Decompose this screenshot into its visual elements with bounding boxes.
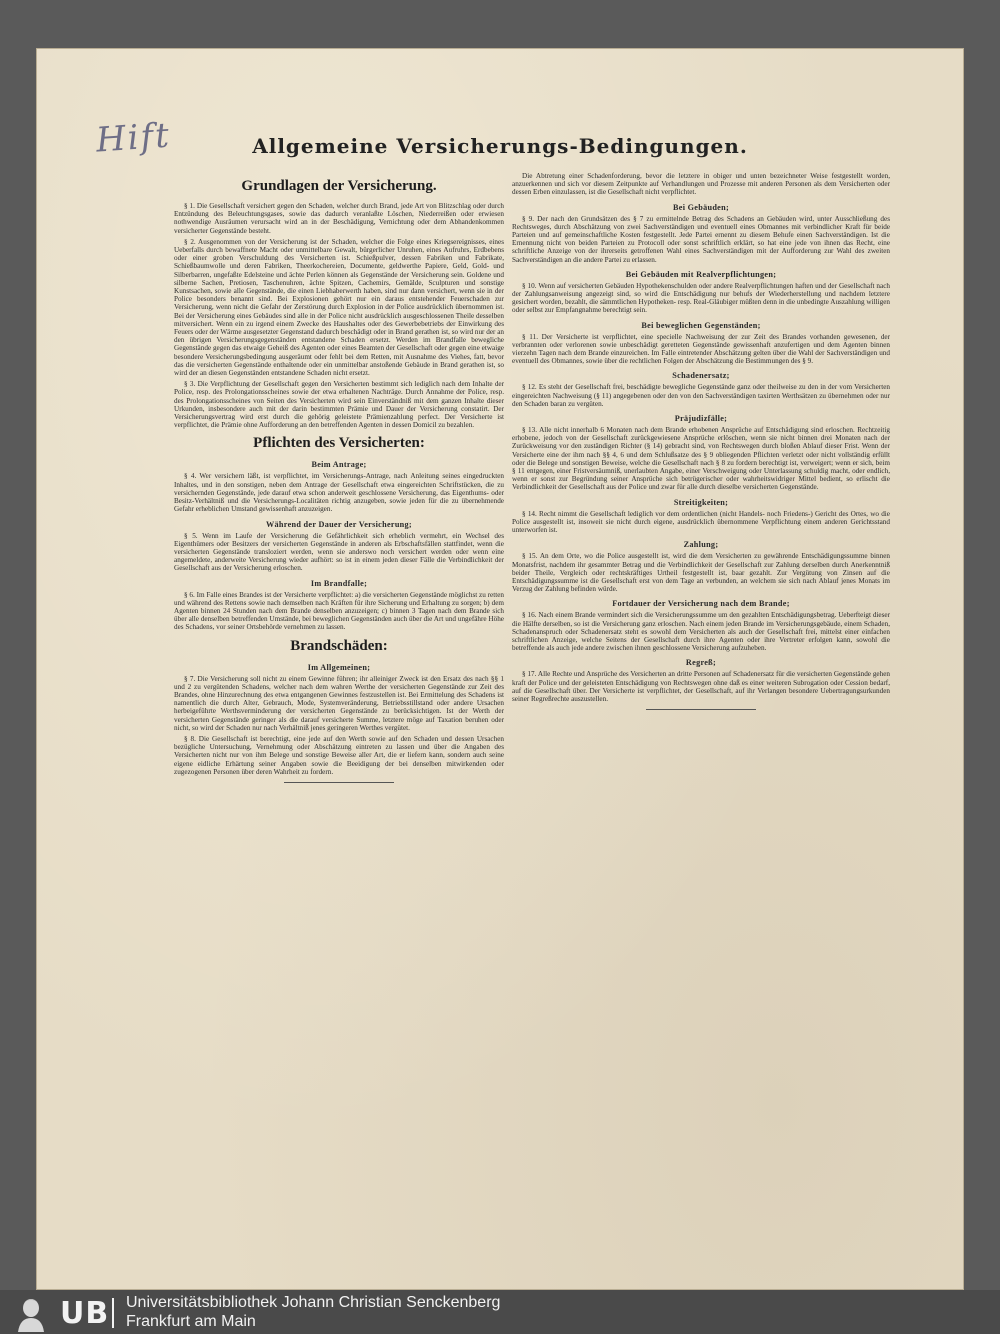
subheading-schadenersatz: Schadenersatz; [672, 371, 730, 381]
subheading-zahlung: Zahlung; [683, 540, 719, 550]
paragraph-10: § 10. Wenn auf versicherten Gebäuden Hypothekenschulden oder andere Realverpflichtungen haften und der Gesellschaft nach der Zahlungsanweisung angezeigt sind, so wird die Entschädigung nur behufs der Wiederherstellung und nachdem letztere gesichert worden, bezahlt, die sämmtlichen Hypotheken- resp. Real-Gläubiger müßten denn in die unbedingte Auszahlung willigen oder selbst zur Empfangnahme berechtigt sein. [512, 281, 890, 315]
paragraph-5: § 5. Wenn im Laufe der Versicherung die Gefährlichkeit sich erheblich vermehrt, ein Wechsel des Eigenthümers oder Besitzers der versicherten Gegenstände in anderen als Erbschaftsfällen stattfindet, wenn die versicherten Gegenstände transloziert werden, wenn sie anderswo noch versichert werden oder wenn eine angemeldete, anderweite Versicherung wieder aufhört: so ist in einem jeden dieser Fälle die Verbindlichkeit der Gesellschaft aus der Versicherung erloschen. [174, 531, 504, 573]
page-title: Allgemeine Versicherungs-Bedingungen. [252, 134, 748, 158]
subheading-regress: Regreß; [685, 658, 717, 668]
logo-separator [112, 1298, 114, 1328]
subheading-brandfalle: Im Brandfalle; [310, 578, 368, 588]
right-column [512, 172, 890, 716]
paragraph-8: § 8. Die Gesellschaft ist berechtigt, eine jede auf den Werth sowie auf den Schaden und dessen Ursachen bezügliche Untersuchung, Vernehmung oder Abschätzung eintreten zu lassen und über die Angaben des Versicherten nicht nur von ihm Belege und sonstige Beweise aller Art, die er liefern kann, sondern auch seine eigene eidliche Erhärtung seiner Angaben sowie die Beeidigung der bei denselben mitwirkenden oder zugezogenen Personen über deren Wahrheit zu fordern. [174, 734, 504, 776]
paragraph-9: § 9. Der nach den Grundsätzen des § 7 zu ermittelnde Betrag des Schadens an Gebäuden wird, unter Ausschließung des Rechtsweges, durch Abschätzung von zwei Sachverständigen und eventuell eines Obmannes mit verbindlicher Kraft für beide Parteien und auf gemeinschaftliche Kosten festgestellt. Jede Partei ernennt zu diesem Behufe einen Sachverständigen. Ist die Ernennung nicht von beiden Parteien zu Protocoll oder sonst schriftlich erklärt, so hat eine jede von ihnen das Recht, eine schriftliche Anzeige von der ihrerseits getroffenen Wahl eines Sachverständigen mit der Aufforderung zur Wahl des zweiten Sachverständigen an die andere Partei zu erlassen. [512, 214, 890, 264]
subheading-dauer: Während der Dauer der Versicherung; [266, 519, 412, 529]
subheading-prajudiz: Präjudizfälle; [674, 414, 728, 424]
paragraph-2: § 2. Ausgenommen von der Versicherung ist der Schaden, welcher die Folge eines Kriegsereignisses, eines Ueberfalls durch bewaffnete Macht oder unmittelbare Gewalt, bürgerlicher Unruhen, eines Aufruhrs, Erdbebens oder einer groben Verschuldung des Versicherten ist. Schießpulver, dessen Fabriken und Fabrikate, Schießbaumwolle und deren Fabriken, Theerkochereien, Documente, geldwerthe Papiere, Geld, Gold- und Silberbarren, ungefaßte Edelsteine und ächte Perlen können als Gegenstände der Versicherung sein. Goldene und silberne Sachen, Pretiosen, Taschenuhren, ächte Spitzen, Cachemirs, Gemälde, Sculpturen und sonstige Kunstsachen, sowie alle Gegenstände, die einen Liebhaberwerth haben, sind nur dann versichert, wenn sie in der Police besonders benannt sind. Bei Explosionen gehört nur ein daraus entstehender Feuerschaden zur Versicherung, wenn nicht die Gefahr der Zerstörung durch Explosion in der Police ausdrücklich übernommen ist. Bei der Versicherung eines Gebäudes sind alle in der Police nicht ausdrücklich ausgeschlossenen Theile desselben mitversichert. Wenn ein zu irgend einem Zwecke des Haushaltes oder des Gewerbebetriebs der Einwirkung des Feuers oder der Wärme ausgesetzter Gegenstand dadurch beschädigt oder in Brand gerathen ist, so wird nur der an den übrigen Versicherungsgegenständen entstandene Schaden ersetzt. Werden im Brandfalle bewegliche Gegenstände gegen das etwaige Geheiß des Agenten oder eines Beamten der Gesellschaft oder gegen eine etwaige besondere Versicherungsbedingung ausgeräumt oder fehlt bei dem Retten, mit Ausnahme des Viehes, fatt, bevor das die versicherten Gegenstände enthaltende oder ein unmittelbar anstoßende Gebäude in Brand gerathen ist, so wird der an diesen Gegenständen entstandene Schaden nicht ersetzt. [174, 237, 504, 378]
paragraph-14: § 14. Recht nimmt die Gesellschaft lediglich vor dem ordentlichen (nicht Handels- noch Friedens-) Gericht des Ortes, wo die Police ausgestellt ist, insoweit sie nicht durch eigene, ausdrücklich übernommene Verpflichtung einem anderen Gerichtsstand unterworfen ist. [512, 509, 890, 535]
section-heading-pflichten: Pflichten des Versicherten: [253, 435, 425, 452]
paragraph-6: § 6. Im Falle eines Brandes ist der Versicherte verpflichtet: a) die versicherten Gegenstände möglichst zu retten und während des Rettens sowie nach demselben nach Kräften für ihre Sicherung und Erhaltung zu sorgen; b) dem Agenten binnen 24 Stunden nach dem Brande denselben anzuzeigen; c) binnen 3 Tagen nach dem Brande sich über alle denselben betreffenden Umstände, bei beweglichen Gegenständen auch über die Art und ungefähre Höhe des Schadens, vor seiner Ortsbehörde vernehmen zu lassen. [174, 590, 504, 632]
ub-logo-text: UB [60, 1296, 110, 1331]
library-footer [0, 1290, 1000, 1334]
left-column [174, 172, 504, 789]
paragraph-3: § 3. Die Verpflichtung der Gesellschaft gegen den Versicherten bestimmt sich lediglich nach dem Inhalte der Police, resp. des Prolongationsscheines sowie der etwa erhaltenen Nachträge. Durch Annahme der Police, resp. des Prolongationsscheines von Seiten des Versicherten wird sein Einverständniß mit dem ganzen Inhalte dieser Urkunden, insbesondere auch mit der darin bestimmten Prämie und Dauer der Versicherung constatirt. Der Versicherungsvertrag wird erst durch die gehörig geleistete Prämienzahlung perfect. Der Versicherte ist verpflichtet, die Prämie ohne Aufforderung an den betreffenden Agenten in dessen Domicil zu bezahlen. [174, 380, 504, 430]
paragraph-11: § 11. Der Versicherte ist verpflichtet, eine specielle Nachweisung der zur Zeit des Brandes vorhanden gewesenen, der verbrannten oder verlorenen sowie unbeschädigt geretteten Gegenstände gewissenhaft anzufertigen und dem Agenten binnen vierzehn Tagen nach dem Brande einzureichen. Im Falle eintretender Abschätzung gelten über die Wahl der Sachverständigen und eventuell des Obmannes, sowie über die rechtlichen Folgen der Abschätzung die Bestimmungen des § 9. [512, 332, 890, 366]
paragraph-16: § 16. Nach einem Brande vermindert sich die Versicherungssumme um den gezahlten Entschädigungsbetrag. Ueberfteigt dieser die Hälfte derselben, so ist die Versicherung ganz erloschen. Nach einem jeden Brande im Versicherungsgebäude, einem Schaden, Schadenanspruch oder Schadenersatz steht es sowohl dem Versicherten als auch der Gesellschaft frei, mittelst einer einfachen schriftlichen Anzeige, welche Seitens der Gesellschaft durch ihre Agenten oder ihre Vertreter erfolgen kann, sowohl die betreffende als auch jede andere zwischen ihnen geschlossene Versicherung aufzuheben. [512, 611, 890, 653]
subheading-allgemeinen: Im Allgemeinen; [307, 662, 371, 672]
paragraph-1: § 1. Die Gesellschaft versichert gegen den Schaden, welcher durch Brand, jede Art von Blitzschlag oder durch Entzündung des Beleuchtungsgases, sowie das dadurch veranlaßte Löschen, Niederreißen oder erwiesen nothwendige Ausräumen verursacht wird an in der Beschädigung, Vernichtung oder dem Abhandenkommen versicherter Gegenstände besteht. [174, 202, 504, 235]
section-heading-grundlagen: Grundlagen der Versicherung. [241, 178, 437, 194]
paragraph-4: § 4. Wer versichern läßt, ist verpflichtet, im Versicherungs-Antrage, nach Anleitung seines eingedruckten Inhaltes, und in den sonstigen, neben dem Antrage der Gesellschaft etwa eingereichten Schriftstücken, die zu versichernden Gegenstände, jede darauf etwa schon anderweit geschlossene Versicherung, das Eigenthums- oder Besitz-Verhältniß und die Versicherungs-Localitäten richtig anzugeben, sowie jeden für die zu übernehmende Gefahr erheblichen Umstand gewissenhaft anzuzeigen. [174, 472, 504, 514]
subheading-gebauden: Bei Gebäuden; [673, 202, 729, 212]
subheading-fortdauer: Fortdauer der Versicherung nach dem Brande; [612, 599, 790, 609]
paragraph-13: § 13. Alle nicht innerhalb 6 Monaten nach dem Brande erhobenen Ansprüche auf Entschädigung sind erloschen. Rechtzeitig erhobene, jedoch von der Gesellschaft zurückgewiesene Ansprüche erlöschen, wenn sie nicht binnen drei Monaten nach der Zurückweisung vor den zuständigen Richter (§ 14) gebracht sind, von Rechtswegen durch bloßen Ablauf dieser Frist. Wenn der Versicherte eine der ihm nach §§ 4, 6 und dem Schlußsatze des § 9 obliegenden Pflichten verletzt oder nicht vollständig erfüllt oder die Belege und sonstigen Beweise, welche die Gesellschaft nach § 8 zu fordern berechtigt ist, verweigert; wenn er sich, beim § 11 entgegen, einer Fristversäumniß, unerlaubten Angabe, einer Verschweigung oder Unterlassung schuldig macht, oder endlich, wenn er sonst zur Begründung seiner Ansprüche sich betrügerischer oder wahrheitswidriger Mittel bedient, so erlischt die Verbindlichkeit der Gesellschaft aus der Police und zwar für alle durch dieselbe versicherten Gegenstände. [512, 426, 890, 492]
paragraph-17: § 17. Alle Rechte und Ansprüche des Versicherten an dritte Personen auf Schadenersatz für die versicherten Gegenstände gehen kraft der Police und der geleisteten Entschädigung von Rechtswegen ohne daß es einer weiteren Subrogation oder Cession bedarf, auf die Gesellschaft über. Der Versicherte ist verpflichtet, der Gesellschaft, auf ihr Verlangen besondere Uebertragungsurkunden seiner Regreßrechte auszustellen. [512, 670, 890, 703]
divider-rule [284, 782, 394, 783]
divider-rule-right [646, 709, 756, 710]
subheading-antrag: Beim Antrage; [311, 460, 367, 470]
subheading-beweglich: Bei beweglichen Gegenständen; [641, 320, 761, 330]
paragraph-0: Die Abtretung einer Schadenforderung, bevor die letztere in obiger und unten bezeichneter Weise festgestellt worden, anzuerkennen und sich vor diesem Zeitpunkte auf Verhandlungen und Prozesse mit anderen Personen als dem Versicherten oder dessen Erben einzulassen, ist die Gesellschaft nicht verpflichtet. [512, 172, 890, 197]
subheading-streitigkeiten: Streitigkeiten; [673, 497, 729, 507]
subheading-realverpflichtungen: Bei Gebäuden mit Realverpflichtungen; [625, 269, 777, 279]
section-heading-brandschaden: Brandschäden: [290, 637, 388, 654]
paragraph-15: § 15. An dem Orte, wo die Police ausgestellt ist, wird die dem Versicherten zu gewährende Entschädigungssumme binnen Monatsfrist, nachdem ihr gesammter Betrag und die Verbindlichkeit der Gesellschaft zur Zahlung derselben durch Anerkenntniß beider Theile, Vergleich oder rechtskräftiges Urtheil festgestellt ist, baar gezahlt. Zur Vergütung von Zinsen auf die Entschädigungssumme ist die Gesellschaft erst von dem Tage an verbunden, an welchem sie sich nach Ablauf jenes Monats im Verzug der Zahlung befinden würde. [512, 552, 890, 594]
institution-name: Universitätsbibliothek Johann Christian Senckenberg [126, 1294, 501, 1311]
paragraph-7: § 7. Die Versicherung soll nicht zu einem Gewinne führen; ihr alleiniger Zweck ist den Ersatz des nach §§ 1 und 2 zu vergütenden Schadens, welcher nach dem wahren Werthe der versicherten Gegenstände zur Zeit des Brandes, ohne Hinzurechnung des etwa entgangenen Gewinnes festzustellen ist. Bei Ermittelung des Schadens ist namentlich die durch Alter, Gebrauch, Mode, Systemveränderung, Betriebsstillstand oder andere Ursachen herbeigeführte Werthsverminderung der versicherten Gegenstände zu berücksichtigen. Ist der Werth der versicherten Gegenstände geringer als die darauf versicherte Summe, letztere möge auf Taxation beruhen oder nicht, so wird der Schaden nur nach Verhältniß jenes geringeren Werthes vergütet. [174, 674, 504, 732]
paragraph-12: § 12. Es steht der Gesellschaft frei, beschädigte bewegliche Gegenstände ganz oder theilweise zu den in der vom Versicherten eingereichten Nachweisung (§ 11) angegebenen oder den von den Sachverständigen taxirten Werthsätzen zu übernehmen oder nur den Schaden baran zu vergüten. [512, 383, 890, 408]
institution-city: Frankfurt am Main [126, 1313, 256, 1330]
senckenberg-portrait-icon [14, 1294, 48, 1332]
handwritten-note: Hift [94, 115, 173, 161]
